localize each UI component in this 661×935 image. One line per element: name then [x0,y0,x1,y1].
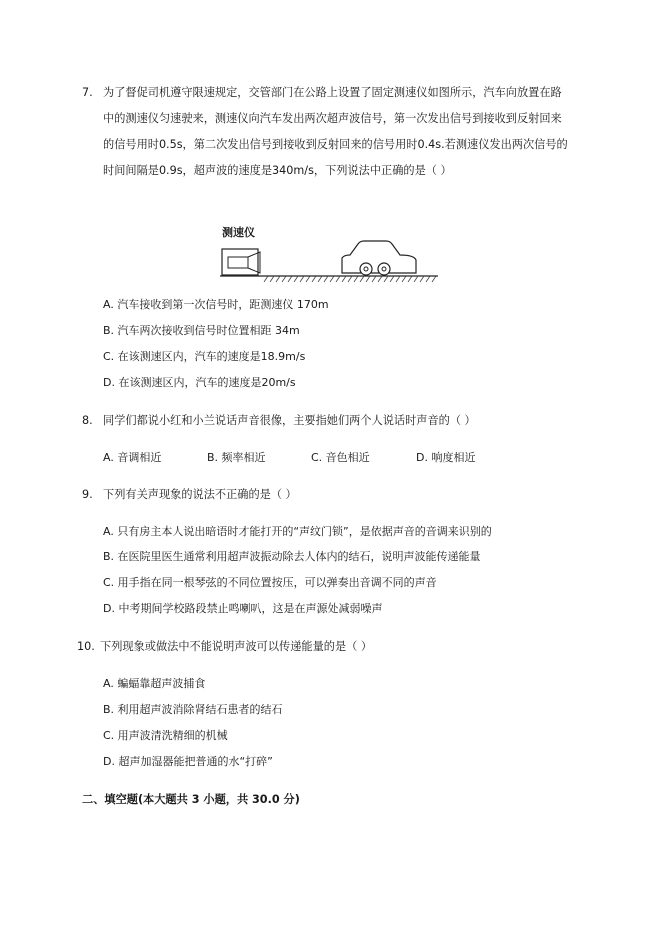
option-c[interactable]: C. 用手指在同一根琴弦的不同位置按压，可以弹奏出音调不同的声音 [103,576,437,589]
road-diagram [218,218,440,290]
option-d[interactable]: D. 在该测速区内，汽车的速度是20m/s [103,376,296,389]
option-c[interactable]: C. 音色相近 [311,451,370,464]
road-hatch [264,276,436,282]
option-d[interactable]: D. 超声加湿器能把普通的水“打碎” [103,755,273,768]
option-a[interactable]: A. 汽车接收到第一次信号时，距测速仪 170m [103,298,329,311]
question-text-line: 中的测速仪匀速驶来，测速仪向汽车发出两次超声波信号，第一次发出信号到接收到反射回来 [103,112,562,125]
section-title: 二、填空题(本大题共 3 小题，共 30.0 分) [82,793,300,806]
car-wheel-icon [378,263,390,275]
car-wheel-icon [360,263,372,275]
question-number: 8. [82,414,93,427]
question-text: 同学们都说小红和小兰说话声音很像，主要指她们两个人说话时声音的（ ） [103,414,476,427]
option-d[interactable]: D. 中考期间学校路段禁止鸣喇叭，这是在声源处减弱噪声 [103,602,383,615]
option-b[interactable]: B. 利用超声波消除肾结石患者的结石 [103,703,283,716]
option-b[interactable]: B. 频率相近 [207,451,266,464]
option-b[interactable]: B. 汽车两次接收到信号时位置相距 34m [103,324,300,337]
question-number: 9. [82,488,93,501]
figure-label: 测速仪 [222,226,255,239]
option-c[interactable]: C. 在该测速区内，汽车的速度是18.9m/s [103,350,306,363]
option-a[interactable]: A. 只有房主本人说出暗语时才能打开的“声纹门锁”，是依据声音的音调来识别的 [103,525,492,538]
speed-detector-figure [218,218,440,290]
detector-screen-icon [228,257,248,268]
question-text-line: 时间间隔是0.9s，超声波的速度是340m/s，下列说法中正确的是（ ） [103,164,452,177]
option-a[interactable]: A. 蝙蝠靠超声波捕食 [103,677,206,690]
question-text: 下列有关声现象的说法不正确的是（ ） [103,488,297,501]
question-number: 10. [77,640,95,653]
option-a[interactable]: A. 音调相近 [103,451,162,464]
option-b[interactable]: B. 在医院里医生通常利用超声波振动除去人体内的结石，说明声波能传递能量 [103,550,481,563]
question-text: 下列现象或做法中不能说明声波可以传递能量的是（ ） [100,640,373,653]
detector-box-icon [222,249,258,275]
question-text-line: 的信号用时0.5s，第二次发出信号到接收到反射回来的信号用时0.4s.若测速仪发出两次信号的 [103,138,568,151]
option-c[interactable]: C. 用声波清洗精细的机械 [103,729,228,742]
question-number: 7. [82,86,93,99]
option-d[interactable]: D. 响度相近 [416,451,476,464]
question-text-line: 为了督促司机遵守限速规定，交管部门在公路上设置了固定测速仪如图所示，汽车向放置在路 [103,86,562,99]
